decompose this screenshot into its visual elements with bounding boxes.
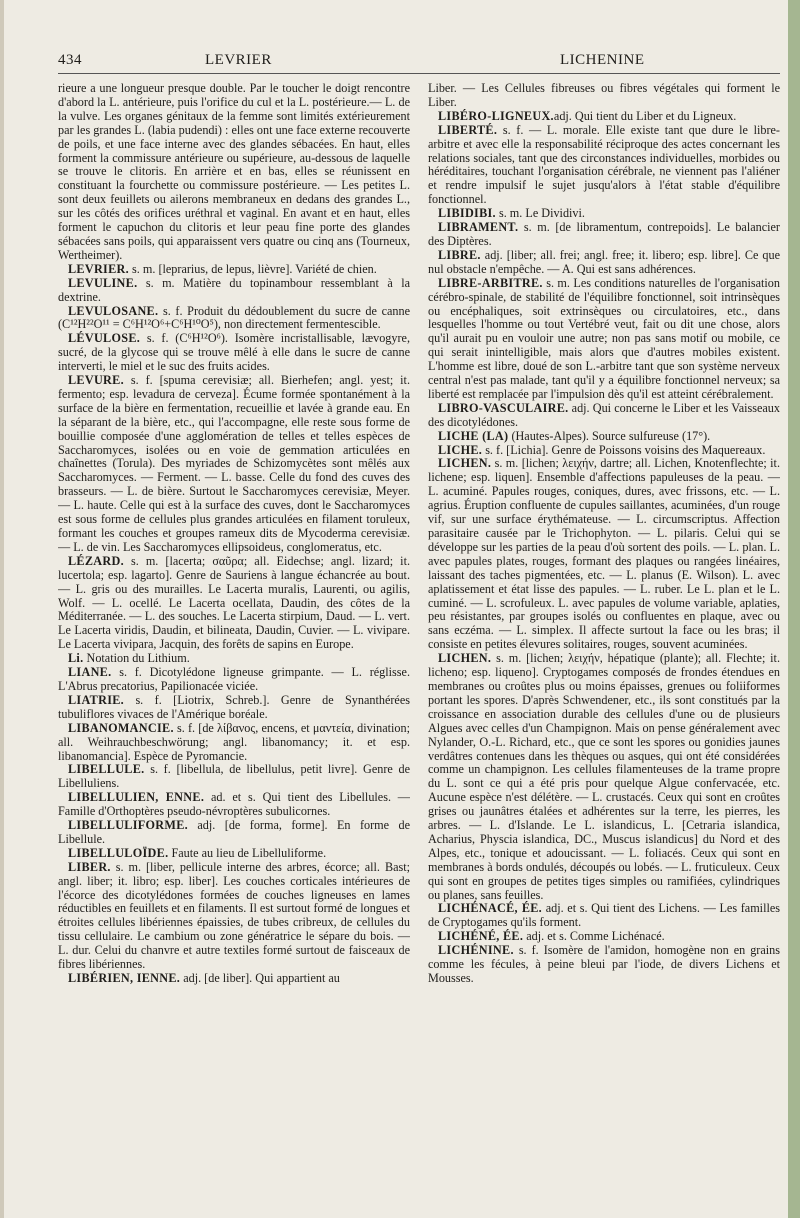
dictionary-entry (428, 221, 780, 249)
entry-headword: LIBRO-VASCULAIRE. (438, 400, 569, 415)
entry-definition: adj. [liber; all. frei; angl. free; it. libero; esp. libre]. Ce que nul obstacle n'empêche. — A. Qui est sans adhérences. (428, 247, 780, 276)
entry-definition: s. m. [lichen; λειχήν, dartre; all. Lichen, Knotenflechte; it. lichene; esp. liquen]. Ensemble d'affections papuleuses de la peau. — L. acuminé. Papules rouges, coniques, dures, avec frissons, etc. — L. agrius. Éruption confluente de cupules saillantes, acuminées, d'un rouge vif, sur une surface érythémateuse. — L. circumscriptus. Affection parasitaire causée par le Trichophyton. — L. pilaris. Celui qui se développe sur les parties de la peau d'où sortent des poils. — L. plan. L. avec papules plates, rouges, formant des plaques ou rangées linéaires, laissant des taches pigmentées, etc. — L. planus (E. Wilson). L. avec aplatissement et état lisse des papules. — L. ruber. Le L. plan et le L. cuminé. — L. scrofuleux. L. avec papules de volume variable, aplaties, peu résistantes, par groupes isolés ou confluentes en plaque, avec ou sans eczéma. — L. simplex. Il affecte surtout la face ou les bras; il consiste en petites élevures solitaires, rouges, souvent acuminées. (428, 456, 780, 652)
dictionary-entry (428, 652, 780, 902)
entry-definition: adj. Qui tient du Liber et du Ligneux. (553, 108, 737, 123)
entry-definition: s. m. [lichen; λειχήν, hépatique (plante); all. Flechte; it. licheno; esp. liqueno]. Cryptogames composés de frondes étendues en membranes ou croûtes plus ou moins épaisses, grenues ou foliiformes portant les spores. D'après Schwendener, etc., ils sont constitués par la croissance en association durable des cellules d'une ou de plusieurs Algues avec celles d'un Champignon. Mais on pense généralement avec Nylander, O.-L. Richard, etc., que ce sont les spores ou gonidies jaunes verdâtres contenues dans les thèques ou asques, qui ont été considérées comme un champignon. Les cellules filamenteuses de la trame propre du L. sont ce qui a été pris pour quelque Algue confervacée, etc. Aucune espèce n'est délétère. — L. crustacés. Ceux qui sont en croûtes grises ou jaunâtres étalées et adhérentes sur la terre, les pierres, les arbres. — L. d'Islande. Le L. islandicus, L. [Cetraria islandica, Acharius, Physcia islandica, DC., Muscus islandicus] du Nord et des Alpes, etc., tonique et adoucissant. — L. foliacés. Ceux qui sont en membranes à bords ondulés, découpés ou lobés. — L. fruticuleux. Ceux qui sont en groupes de petites tiges simples ou ramifiées, cylindriques ou planes, sans feuilles. (428, 651, 780, 902)
entry-definition: Faute au lieu de Libelluliforme. (168, 845, 327, 860)
entry-headword: LICHÉNINE. (438, 943, 514, 958)
entry-definition: adj. [de forma, forme]. En forme de Libellule. (58, 818, 410, 846)
dictionary-entry (58, 82, 410, 263)
entry-headword: LIBIDIBI. (438, 206, 496, 221)
entry-definition: s. m. [de libramentum, contrepoids]. Le balancier des Diptères. (428, 220, 780, 248)
entry-definition: (Hautes-Alpes). Source sulfureuse (17°). (508, 428, 711, 443)
dictionary-entry (428, 277, 780, 402)
dictionary-entry (428, 124, 780, 207)
entry-definition: s. f. Dicotylédone ligneuse grimpante. — L. réglisse. L'Abrus precatorius, Papilionacée viciée. (58, 665, 410, 693)
entry-headword: LIANE. (68, 665, 112, 680)
header-right-title: LICHENINE (560, 52, 645, 68)
entry-headword: Li. (68, 651, 84, 666)
entry-headword: LEVULOSANE. (68, 303, 159, 318)
entry-headword: LIBÉRO-LIGNEUX. (438, 108, 554, 123)
entry-headword: LIBANOMANCIE. (68, 720, 174, 735)
dictionary-entry (428, 944, 780, 986)
dictionary-entry (58, 652, 410, 666)
entry-headword: LIBRE. (438, 247, 481, 262)
page-number: 434 (58, 52, 82, 68)
dictionary-entry (58, 972, 410, 986)
dictionary-entry (58, 861, 410, 972)
left-column (58, 82, 410, 1132)
entry-headword: LICHE (LA) (438, 428, 509, 443)
dictionary-entry (428, 402, 780, 430)
entry-definition: s. f. [Liotrix, Schreb.]. Genre de Synanthérées tubuliflores vivaces de l'Amérique boréale. (58, 692, 410, 721)
entry-definition: s. f. (C⁶H¹²O⁶). Isomère incristallisable, lævogyre, sucré, de la glycose qui se trouve mêlé à elle dans le sucre de canne interverti, le miel et le suc des fruits acides. (58, 331, 410, 374)
entry-headword: LICHÉNACÉ, ÉE. (438, 901, 543, 916)
entry-headword: LIBÉRIEN, IENNE. (68, 971, 181, 985)
entry-definition: Notation du Lithium. (83, 651, 190, 666)
dictionary-entry (58, 305, 410, 333)
entry-headword: LEVRIER. (68, 261, 129, 276)
dictionary-entry (58, 722, 410, 764)
entry-definition: adj. [de liber]. Qui appartient au (180, 971, 340, 985)
dictionary-entry (58, 847, 410, 861)
header-rule (58, 73, 780, 74)
entry-definition: s. m. Les conditions naturelles de l'organisation cérébro-spinale, de stabilité de l'équilibre fonctionnel, soit intrinsèques ou encéphaliques, soit extrinsèques ou circulatoires, etc., dans lesquelles l'homme ou tout Vertébré veut, fait ou dit une chose, alors qu'il aurait pu en vouloir une autre; non pas sans motif ou mobile, ce qui serait inintelligible, mais alors que d'autres mobiles existent. L'homme est libre, doué de son L.-arbitre tant que son système nerveux central n'est pas malade, tant qu'il y a équilibre fonctionnel nerveux; sa liberté est remplacée par l'impulsion dès qu'il est atteint cérébralement. (428, 275, 780, 401)
entry-headword: LÉVULOSE. (68, 331, 141, 346)
entry-headword: LIBELLULIFORME. (68, 818, 188, 833)
dictionary-entry (428, 457, 780, 652)
entry-headword: LÉZARD. (68, 553, 124, 568)
entry-definition: s. f. Isomère de l'amidon, homogène non en grains comme les fécules, à peine bleui par l'iode, de divers Lichens et Mousses. (428, 943, 780, 985)
entry-definition: s. f. [spuma cerevisiæ; all. Bierhefen; angl. yest; it. fermento; esp. levadura de cerveza]. Écume formée spontanément à la surface de la bière en fermentation, recueillie et lavée à grande eau. En la séparant de la bière, etc., qui l'accompagne, elle reste sous forme de bouillie composée d'une agglomération de telles et telles espèces de Saccharomyces, isolées ou en voie de gemmation articulées en chaînettes (Torula). Des myriades de Schizomycètes sont mêlés aux Saccharomyces. — Ferment. — L. basse. Celle du fond des cuves des brasseurs. — L. de bière. Surtout le Saccharomyces cerevisiæ, Meyer. — L. haute. Celle qui est à la surface des cuves, dont le Saccharomyces est sous forme de cellules plus grandes articulées en filament toruleux, formant les couches et groupes rameux dits de Mycoderma cerevisiæ. — L. de vin. Les Saccharomyces ellipsoideus, conglomeratus, etc. (58, 373, 410, 554)
entry-headword: LIBRE-ARBITRE. (438, 275, 543, 290)
dictionary-entry (428, 110, 780, 124)
entry-headword: LICHEN. (438, 651, 492, 666)
dictionary-entry (428, 430, 780, 444)
dictionary-entry (58, 791, 410, 819)
dictionary-entry (428, 249, 780, 277)
dictionary-entry (58, 694, 410, 722)
dictionary-entry (428, 902, 780, 930)
entry-definition: adj. et s. Qui tient des Lichens. — Les familles de Cryptogames qu'ils forment. (428, 901, 780, 930)
running-header (0, 52, 800, 72)
entry-definition: adj. Qui concerne le Liber et les Vaisseaux des dicotylédones. (428, 400, 780, 429)
entry-definition: s. f. [de λίβανος, encens, et μαντεία, divination; all. Weihrauchbeschwörung; angl. libanomancy; it. et esp. libanomancia]. Espèce de Pyromancie. (58, 720, 410, 763)
entry-definition: s. f. [Lichia]. Genre de Poissons voisins des Maquereaux. (482, 442, 766, 457)
header-left-title: LEVRIER (205, 52, 272, 68)
entry-definition: s. m. Matière du topinambour ressemblant à la dextrine. (58, 275, 410, 304)
dictionary-entry (58, 555, 410, 652)
entry-headword: LICHEN. (438, 456, 492, 471)
dictionary-entry (428, 207, 780, 221)
entry-definition: adj. et s. Comme Lichénacé. (523, 929, 665, 944)
entry-definition: ad. et s. Qui tient des Libellules. — Famille d'Orthoptères pseudo-névroptères subulicornes. (58, 790, 410, 819)
entry-headword: LIBER. (68, 859, 111, 874)
entry-definition: rieure a une longueur presque double. Par le toucher le doigt rencontre d'abord la L. antérieure, puis l'orifice du cul et la L. postérieure.— L. de la vulve. Les organes génitaux de la femme sont limités extérieurement par les grandes L. (labia pudendi) : elles ont une face externe recouverte de poils, et une face interne avec des glandes sébacées. En haut, elles forment la commissure antérieure ou supérieure, au-dessous de laquelle se trouve le clitoris. En arrière et en bas, elles se réunissent en constituant la fourchette ou commissure postérieure. — Les petites L. sont deux feuillets ou ailerons membraneux en dedans des grandes L., sur les côtés des orifices uréthral et vaginal. En avant et en haut, elles forment le capuchon du clitoris et leur peau fine porte des glandes sébacées sans poils, qui apparaissent vers quatre ou cinq ans (Tourneux, Wertheimer). (58, 82, 410, 262)
page-right-edge (788, 0, 800, 1218)
entry-headword: LIBELLULE. (68, 762, 145, 777)
dictionary-entry (58, 263, 410, 277)
dictionary-entry (428, 82, 780, 110)
entry-definition: Liber. — Les Cellules fibreuses ou fibres végétales qui forment le Liber. (428, 82, 780, 109)
entry-headword: LICHÉNÉ, ÉE. (438, 929, 524, 944)
entry-headword: LIBELLULIEN, ENNE. (68, 790, 205, 805)
dictionary-entry (428, 444, 780, 458)
entry-definition: s. f. — L. morale. Elle existe tant que dure le libre-arbitre et avec elle la responsabilité réciproque des actes concernant les relations sociales, tant que des circonstances individuelles, morbides ou héréditaires, touchant l'organisation cérébrale, ne viennent pas l'aliéner et rendre impulsif le sujet jusqu'alors à l'état stable d'équilibre fonctionnel. (428, 122, 780, 207)
right-column (428, 82, 780, 1132)
page-left-edge (0, 0, 4, 1218)
entry-headword: LICHE. (438, 442, 483, 457)
entry-headword: LEVULINE. (68, 275, 138, 290)
entry-definition: s. m. [lacerta; σαῦρα; all. Eidechse; angl. lizard; it. lucertola; esp. lagarto]. Genre de Sauriens à langue échancrée au bout. — L. gris ou des murailles. Le Lacerta muralis, Laurenti, ou agilis, Wolf. — L. ocellé. Le Lacerta ocellata, Daudin, des côtes de la Méditerranée. — L. des souches. Le Lacerta stirpium, Daud. — L. vert. Le Lacerta viridis, Daudin, et bilineata, Daudin, Cuvier. — L. vivipare. Le Lacerta vivipara, Jacquin, des forêts de sapins en Europe. (58, 553, 410, 652)
entry-headword: LIBERTÉ. (438, 122, 498, 137)
entry-definition: s. m. [leprarius, de lepus, lièvre]. Variété de chien. (128, 261, 377, 276)
entry-headword: LIBELLULOÏDE. (68, 845, 169, 860)
entry-definition: s. f. [libellula, de libellulus, petit livre]. Genre de Libelluliens. (58, 762, 410, 791)
dictionary-entry (58, 666, 410, 694)
dictionary-entry (428, 930, 780, 944)
dictionary-entry (58, 763, 410, 791)
entry-definition: s. f. Produit du dédoublement du sucre de canne (C¹²H²²O¹¹ = C⁶H¹²O⁶+C⁶H¹⁰O⁵), non directement fermentescible. (58, 303, 410, 332)
entry-headword: LEVURE. (68, 373, 124, 388)
dictionary-entry (58, 374, 410, 555)
entry-definition: s. m. Le Dividivi. (495, 206, 585, 221)
dictionary-entry (58, 819, 410, 847)
entry-definition: s. m. [liber, pellicule interne des arbres, écorce; all. Bast; angl. liber; it. libro; esp. liber]. Les couches corticales intérieures de l'écorce des dicotylédones formées de couches ligneuses en lames réductibles en feuillets et en filaments. Il est surtout formé de longues et étroites cellules libériennes épaissies, de tubes cribreux, de cellules du tissu cellulaire. Le cambium ou zone génératrice le sépare du bois. — L. dur. Celui du chanvre et autre textiles formé surtout de faisceaux de fibres libériennes. (58, 859, 410, 972)
entry-headword: LIATRIE. (68, 692, 125, 707)
entry-headword: LIBRAMENT. (438, 220, 519, 235)
dictionary-entry (58, 277, 410, 305)
dictionary-entry (58, 332, 410, 374)
